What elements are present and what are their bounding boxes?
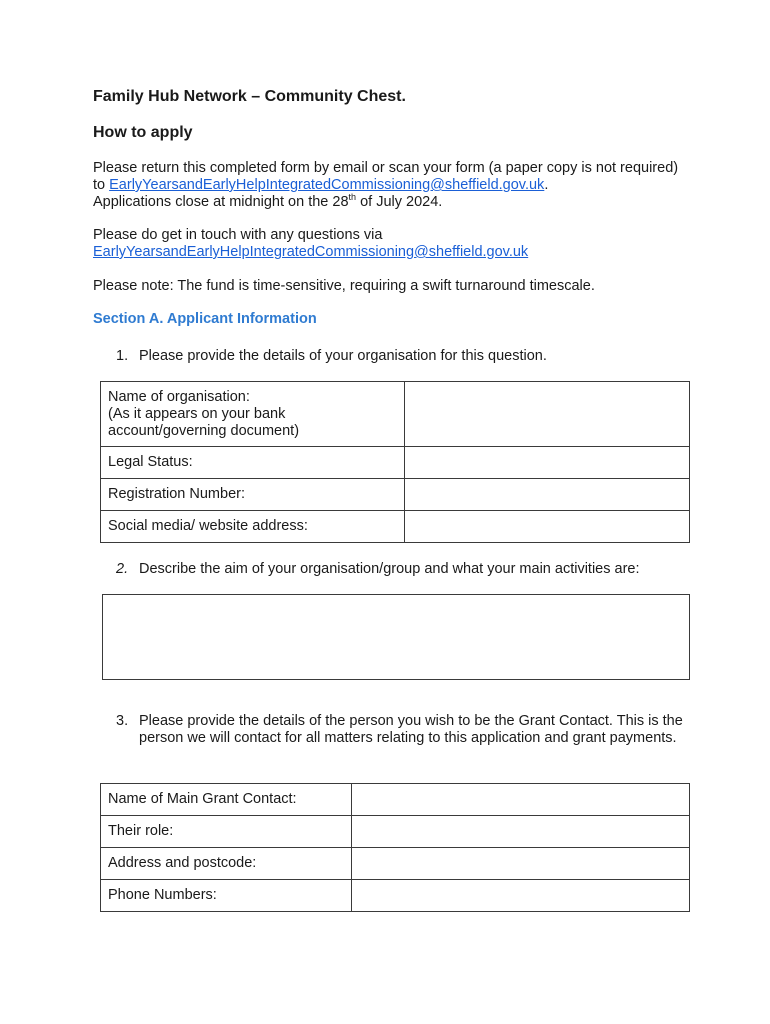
contact-address-field[interactable] [352,848,690,880]
contact-text: Please do get in touch with any questions via [93,227,383,243]
organisation-aims-field[interactable] [102,594,690,680]
contact-role-label: Their role: [101,816,352,848]
deadline-text-end: of July 2024. [356,194,443,210]
table-row [101,848,690,880]
table-row [101,447,690,479]
organisation-table [100,381,690,543]
contact-address-label: Address and postcode: [101,848,352,880]
contact-name-label: Name of Main Grant Contact: [101,784,352,816]
table-row [101,784,690,816]
legal-status-label: Legal Status: [101,447,405,479]
contact-role-field[interactable] [352,816,690,848]
contact-paragraph [93,227,693,261]
website-field[interactable] [405,511,690,543]
question-text: Describe the aim of your organisation/group and what your main activities are: [139,561,640,577]
section-a-heading: Section A. Applicant Information [93,311,317,327]
website-label: Social media/ website address: [101,511,405,543]
question-text: Please provide the details of your organisation for this question. [139,348,547,364]
how-to-apply-heading: How to apply [93,124,193,141]
table-row [101,382,690,447]
org-name-field[interactable] [405,382,690,447]
question-number: 1. [116,348,129,364]
page-title: Family Hub Network – Community Chest. [93,88,406,105]
contact-phone-field[interactable] [352,880,690,912]
table-row [101,479,690,511]
question-number: 2. [116,561,129,577]
table-row [101,816,690,848]
question-1 [116,348,696,368]
question-text: Please provide the details of the person you wish to be the Grant Contact. This is the person we will contact for all matters relating to this application and grant payments. [139,713,683,746]
deadline-text: Applications close at midnight on the 28 [93,194,349,210]
table-row [101,511,690,543]
instructions-paragraph [93,160,693,211]
note-paragraph: Please note: The fund is time-sensitive, requiring a swift turnaround timescale. [93,278,595,294]
legal-status-field[interactable] [405,447,690,479]
contact-name-field[interactable] [352,784,690,816]
instructions-text: Please return this completed form by email or scan your form (a paper copy is not required) to [93,160,679,193]
question-3 [116,713,696,768]
registration-number-label: Registration Number: [101,479,405,511]
deadline-ordinal: th [348,192,357,203]
instructions-period: . [544,177,549,193]
email-link[interactable]: EarlyYearsandEarlyHelpIntegratedCommissioning@sheffield.gov.uk [109,177,545,193]
grant-contact-table [100,783,690,912]
org-name-label: Name of organisation: (As it appears on your bank account/governing document) [101,382,405,447]
question-number: 3. [116,713,129,729]
table-row [101,880,690,912]
registration-number-field[interactable] [405,479,690,511]
contact-phone-label: Phone Numbers: [101,880,352,912]
question-2 [116,561,696,581]
contact-email-link[interactable]: EarlyYearsandEarlyHelpIntegratedCommissioning@sheffield.gov.uk [93,244,529,260]
